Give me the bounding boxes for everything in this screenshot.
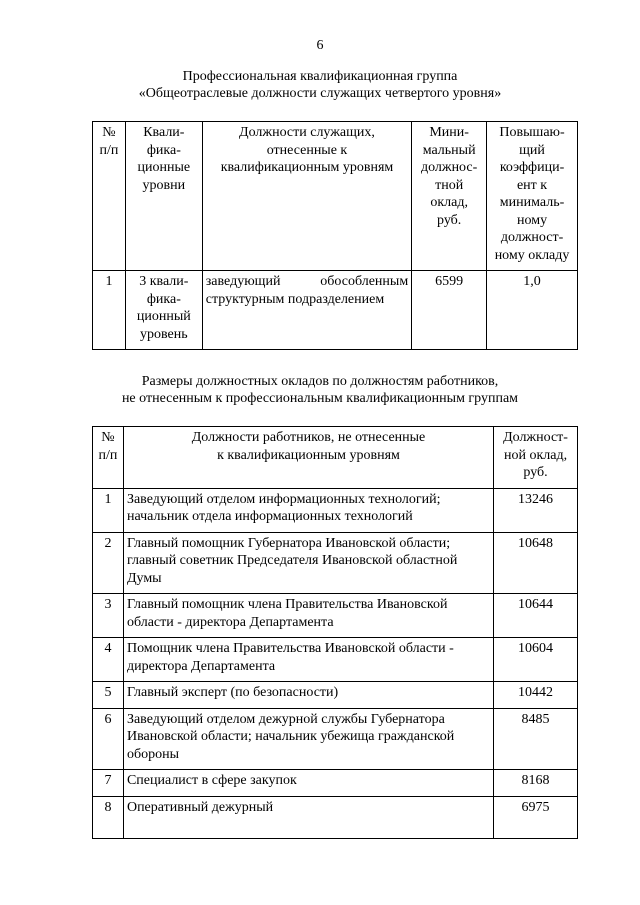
t1-row-coef: 1,0 <box>487 271 578 350</box>
table-row <box>93 682 578 709</box>
page-number: 6 <box>316 38 324 53</box>
table-row <box>93 708 578 770</box>
t1-row-position-line2: структурным подразделением <box>205 291 385 307</box>
t2-row-position: Главный эксперт (по безопасности) <box>123 682 493 709</box>
t1-row-position <box>202 271 411 350</box>
group-heading <box>0 68 640 102</box>
t1-row-level: 3 квали- фика- ционный уровень <box>125 271 202 350</box>
t2-row-num: 7 <box>93 770 124 797</box>
section2-heading-line2: не отнесенным к профессиональным квалификационным группам <box>121 391 519 406</box>
t2-row-salary: 13246 <box>494 488 578 532</box>
t2-row-position: Специалист в сфере закупок <box>123 770 493 797</box>
t1-row-num: 1 <box>93 271 126 350</box>
t2-row-salary: 8485 <box>494 708 578 770</box>
t2-row-num: 5 <box>93 682 124 709</box>
group-heading-line1: Профессиональная квалификационная группа <box>182 69 458 84</box>
table-row <box>93 532 578 594</box>
section2-heading <box>0 373 640 407</box>
t2-header-positions: Должности работников, не отнесенные к квалификационным уровням <box>123 427 493 489</box>
t1-row-position-line1: заведующий обособленным <box>205 274 409 289</box>
t2-row-salary: 8168 <box>494 770 578 797</box>
t2-row-salary: 10648 <box>494 532 578 594</box>
table-row <box>93 638 578 682</box>
table-row <box>93 488 578 532</box>
t1-header-level: Квали- фика- ционные уровни <box>125 122 202 271</box>
t2-row-position: Заведующий отделом информационных технологий; начальник отдела информационных технологий <box>123 488 493 532</box>
t2-header-salary: Должност- ной оклад, руб. <box>494 427 578 489</box>
t2-row-position: Заведующий отделом дежурной службы Губернатора Ивановской области; начальник убежища гражданской обороны <box>123 708 493 770</box>
t2-row-salary: 10442 <box>494 682 578 709</box>
t1-header-salary: Мини- мальный должнос- тной оклад, руб. <box>412 122 487 271</box>
t2-row-position: Помощник члена Правительства Ивановской области - директора Департамента <box>123 638 493 682</box>
t2-row-num: 2 <box>93 532 124 594</box>
positions-salary-table <box>92 426 578 839</box>
qualification-group-table <box>92 121 578 350</box>
t2-row-salary: 10604 <box>494 638 578 682</box>
t1-header-positions: Должности служащих, отнесенные к квалификационным уровням <box>202 122 411 271</box>
t2-row-num: 3 <box>93 594 124 638</box>
t2-row-num: 1 <box>93 488 124 532</box>
table-row <box>93 271 578 350</box>
t2-row-position: Главный помощник Губернатора Ивановской области; главный советник Председателя Ивановской областной Думы <box>123 532 493 594</box>
table1-header-row <box>93 122 578 271</box>
t2-row-num: 4 <box>93 638 124 682</box>
t1-row-salary: 6599 <box>412 271 487 350</box>
t2-row-position: Главный помощник члена Правительства Ивановской области - директора Департамента <box>123 594 493 638</box>
t1-header-num: № п/п <box>93 122 126 271</box>
table-row <box>93 770 578 797</box>
t2-header-num: № п/п <box>93 427 124 489</box>
t2-row-salary: 6975 <box>494 796 578 838</box>
t2-row-num: 8 <box>93 796 124 838</box>
table-row <box>93 594 578 638</box>
t2-row-salary: 10644 <box>494 594 578 638</box>
t2-row-num: 6 <box>93 708 124 770</box>
t1-header-coef: Повышаю- щий коэффици- ент к минималь- ному должност- ному окладу <box>487 122 578 271</box>
table-row <box>93 796 578 838</box>
group-heading-line2: «Общеотраслевые должности служащих четвертого уровня» <box>138 86 502 101</box>
section2-heading-line1: Размеры должностных окладов по должностям работников, <box>141 374 499 389</box>
t2-row-position: Оперативный дежурный <box>123 796 493 838</box>
table2-header-row <box>93 427 578 489</box>
